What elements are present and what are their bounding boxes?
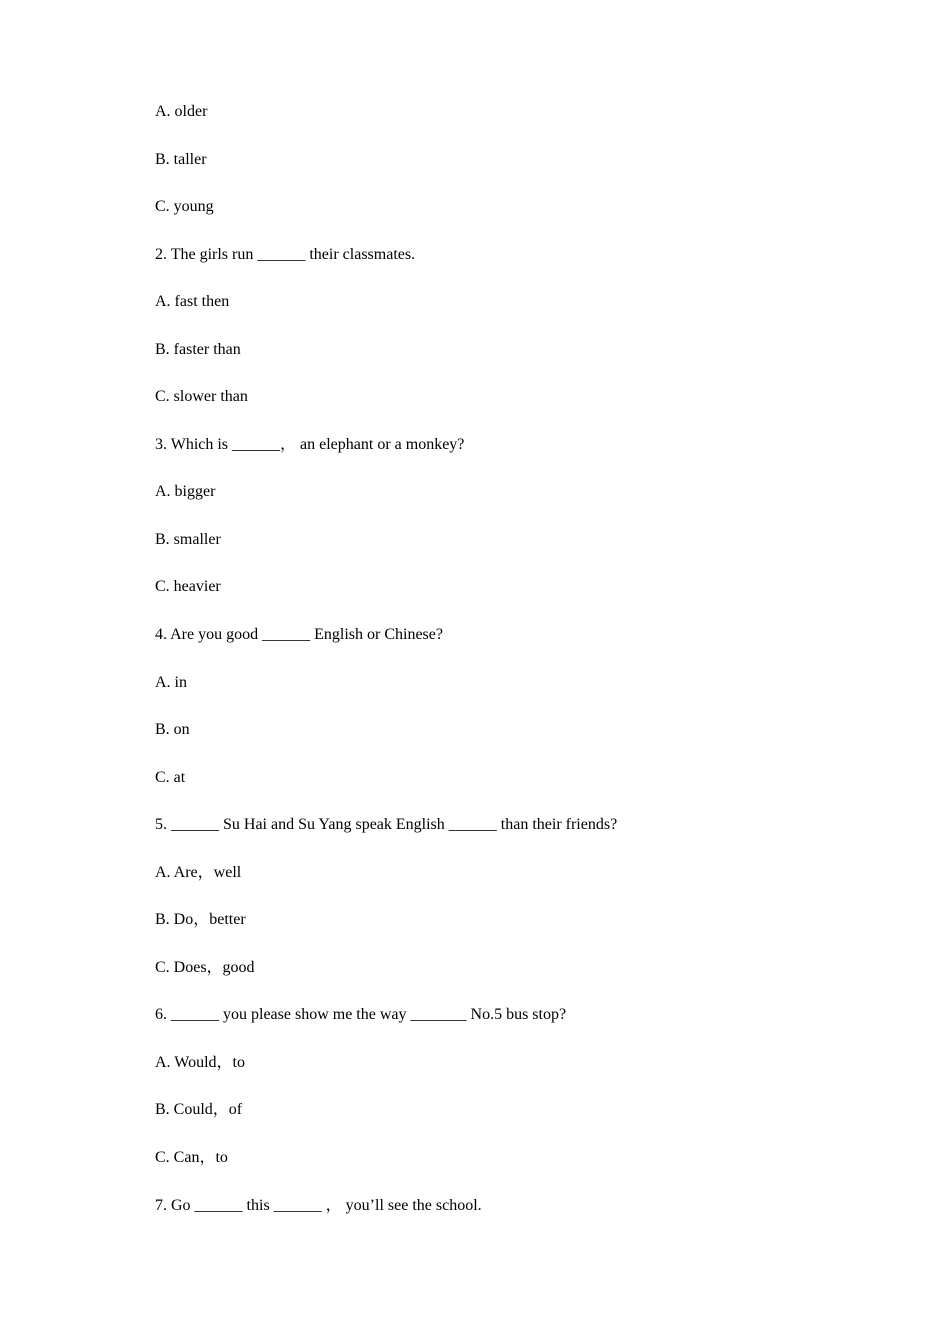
option-a: A. Would，to [155, 1053, 245, 1071]
option-c: C. heavier [155, 578, 221, 596]
option-b: B. Do，better [155, 911, 246, 929]
option-b: B. smaller [155, 530, 221, 548]
option-c: C. slower than [155, 388, 248, 406]
option-c: C. Does，good [155, 958, 255, 976]
option-b: B. taller [155, 150, 207, 168]
option-a: A. bigger [155, 483, 216, 501]
question-list [155, 102, 855, 1243]
option-a: A. Are，well [155, 863, 242, 881]
option-b: B. on [155, 721, 190, 739]
question-3: 3. Which is ______， an elephant or a monkey? [155, 435, 465, 453]
question-5: 5. ______ Su Hai and Su Yang speak English ______ than their friends? [155, 816, 618, 834]
option-a: A. older [155, 103, 208, 120]
question-7: 7. Go ______ this ______ ， you’ll see the school. [155, 1196, 482, 1214]
option-b: B. Could，of [155, 1101, 243, 1119]
question-2: 2. The girls run ______ their classmates. [155, 245, 416, 263]
question-6: 6. ______ you please show me the way _______ No.5 bus stop? [155, 1006, 567, 1024]
option-c: C. young [155, 198, 214, 216]
option-c: C. at [155, 768, 186, 786]
option-c: C. Can，to [155, 1149, 228, 1167]
option-a: A. in [155, 673, 187, 691]
option-a: A. fast then [155, 293, 230, 311]
question-4: 4. Are you good ______ English or Chinese? [155, 626, 443, 644]
option-b: B. faster than [155, 340, 241, 358]
